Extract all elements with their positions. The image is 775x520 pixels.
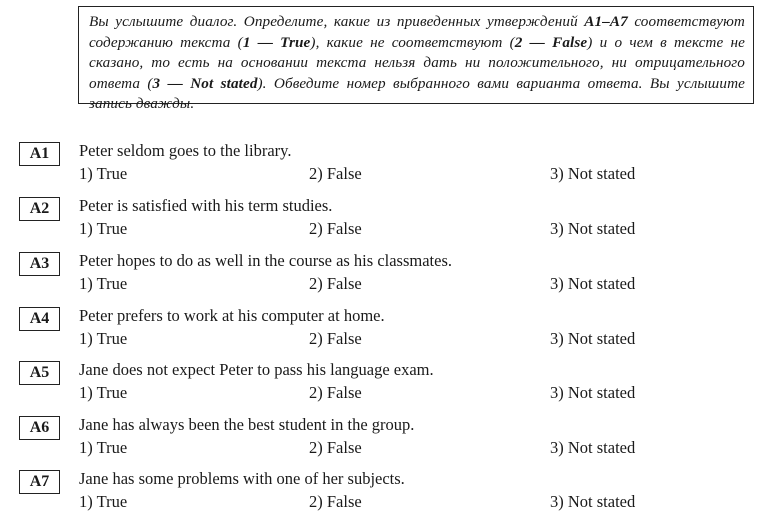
instructions-range: А1–А7 [584,13,628,30]
question-text: Peter is satisfied with his term studies. [79,196,333,215]
option-true[interactable]: 1) True [79,438,128,457]
option-not-stated[interactable]: 3) Not stated [550,492,636,511]
option-false[interactable]: 2) False [309,164,362,183]
instructions-text: ), какие не соответствуют ( [310,33,515,51]
question-text: Jane has always been the best student in the group. [79,415,415,434]
question-number: A2 [19,197,60,221]
instructions-true: 1 — True [242,33,311,51]
option-false[interactable]: 2) False [309,492,362,511]
option-not-stated[interactable]: 3) Not stated [550,164,636,183]
question-a1 [0,140,775,192]
option-not-stated[interactable]: 3) Not stated [550,383,636,402]
option-false[interactable]: 2) False [309,274,362,293]
option-false[interactable]: 2) False [309,329,362,348]
option-not-stated[interactable]: 3) Not stated [550,329,636,348]
option-true[interactable]: 1) True [79,164,128,183]
instructions-text: ). Обведите номер выбранного вами варианта ответа. Вы услышите запись дважды. [89,74,745,112]
instructions-box [78,6,754,112]
question-text: Jane does not expect Peter to pass his language exam. [79,360,434,379]
option-false[interactable]: 2) False [309,383,362,402]
option-true[interactable]: 1) True [79,274,128,293]
option-not-stated[interactable]: 3) Not stated [550,274,636,293]
question-number: A4 [19,307,60,331]
instructions-text: соответствуют содержанию текста ( [89,13,745,51]
question-a4 [0,305,775,357]
option-true[interactable]: 1) True [79,329,128,348]
question-number: A6 [19,416,60,440]
option-not-stated[interactable]: 3) Not stated [550,438,636,457]
question-number: A3 [19,252,60,276]
question-number: A1 [19,142,60,166]
option-true[interactable]: 1) True [79,492,128,511]
question-text: Peter prefers to work at his computer at home. [79,306,385,325]
question-a3 [0,250,775,302]
question-number: A5 [19,361,60,385]
instructions-text: ) и о чем в тексте не сказано, то есть на основании текста нельзя дать ни положительного, ни отрицательного ответа ( [89,33,745,92]
option-false[interactable]: 2) False [309,219,362,238]
question-a7 [0,468,775,520]
option-true[interactable]: 1) True [79,219,128,238]
question-text: Peter hopes to do as well in the course as his classmates. [79,251,452,270]
question-text: Peter seldom goes to the library. [79,141,292,160]
instructions-false: 2 — False [514,33,588,51]
instructions-not-stated: 3 — Not stated [152,74,258,92]
option-true[interactable]: 1) True [79,383,128,402]
option-not-stated[interactable]: 3) Not stated [550,219,636,238]
question-a6 [0,414,775,466]
option-false[interactable]: 2) False [309,438,362,457]
question-a5 [0,359,775,411]
question-number: A7 [19,470,60,494]
question-a2 [0,195,775,247]
instructions-text: Вы услышите диалог. Определите, какие из приведенных утверждений [89,13,585,30]
question-text: Jane has some problems with one of her subjects. [79,469,405,488]
